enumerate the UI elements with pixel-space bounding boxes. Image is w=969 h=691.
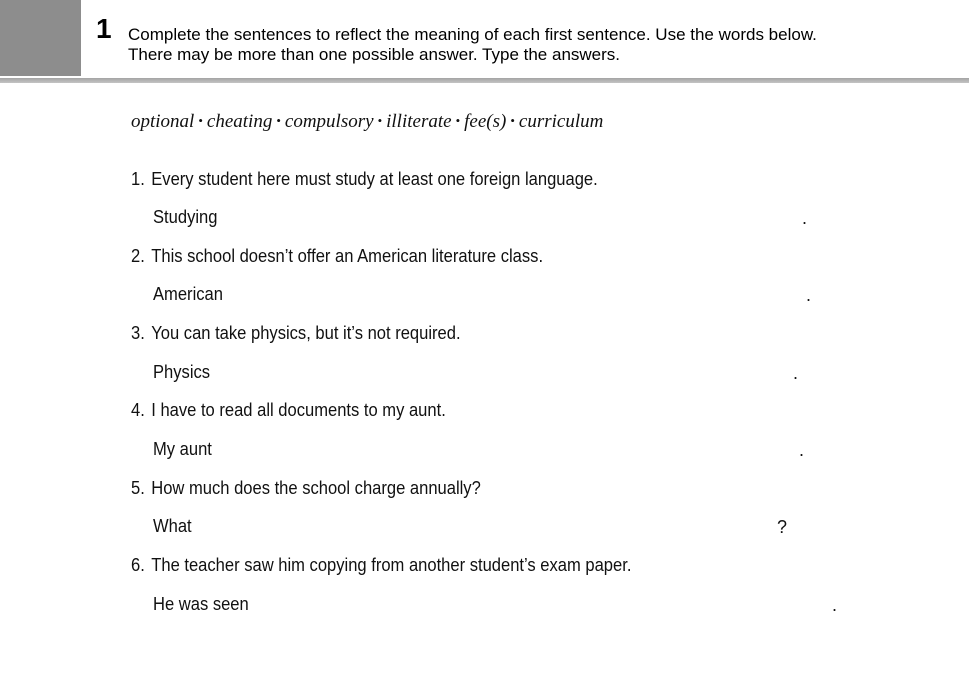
word-bank-item: cheating <box>206 111 273 132</box>
answer-input[interactable] <box>258 593 830 615</box>
item-prompt <box>131 168 598 190</box>
bullet-separator: • <box>276 113 281 128</box>
bullet-separator: • <box>198 113 203 128</box>
answer-end-punctuation: . <box>832 595 838 615</box>
item-sentence: How much does the school charge annually? <box>151 478 481 498</box>
answer-end-punctuation: . <box>806 285 812 305</box>
word-bank-item: compulsory <box>284 111 374 132</box>
answer-end-punctuation: . <box>799 440 805 460</box>
item-prompt <box>131 399 446 421</box>
answer-end-punctuation: ? <box>777 517 788 537</box>
item-number: 6. <box>131 555 145 575</box>
answer-input[interactable] <box>218 361 791 383</box>
word-bank-item: illiterate <box>386 111 452 132</box>
item-number: 4. <box>131 400 145 420</box>
item-prompt <box>131 322 461 344</box>
answer-end-punctuation: . <box>802 208 808 228</box>
item-number: 5. <box>131 478 145 498</box>
item-sentence: Every student here must study at least one foreign language. <box>151 169 598 189</box>
item-number: 1. <box>131 169 145 189</box>
item-sentence: You can take physics, but it’s not required. <box>151 323 461 343</box>
bullet-separator: • <box>377 113 383 128</box>
exercise-instructions <box>128 25 817 65</box>
item-sentence: I have to read all documents to my aunt. <box>151 400 446 420</box>
bullet-separator: • <box>510 113 515 128</box>
item-sentence: This school doesn’t offer an American literature class. <box>151 246 544 266</box>
instruction-line-1: Complete the sentences to reflect the meaning of each first sentence. Use the words below. <box>128 25 817 44</box>
answer-input[interactable] <box>222 438 797 460</box>
answer-input[interactable] <box>202 515 774 537</box>
item-prompt <box>131 554 631 576</box>
item-prompt <box>131 477 481 499</box>
exercise-header <box>0 0 969 83</box>
item-sentence: The teacher saw him copying from another student’s exam paper. <box>151 555 632 575</box>
answer-start-text: My aunt <box>153 439 212 459</box>
item-number: 2. <box>131 246 145 266</box>
answer-start-text: He was seen <box>153 594 249 614</box>
header-divider <box>0 78 969 83</box>
exercise-number: 1 <box>96 13 112 44</box>
word-bank-item: fee(s) <box>464 111 507 132</box>
header-grey-block <box>0 0 81 76</box>
word-bank <box>131 110 603 135</box>
answer-start-text: American <box>153 284 223 304</box>
instruction-line-2: There may be more than one possible answer. Type the answers. <box>128 45 621 64</box>
word-bank-item: optional <box>131 111 195 132</box>
answer-input[interactable] <box>225 206 800 228</box>
bullet-separator: • <box>455 113 461 128</box>
word-bank-item: curriculum <box>518 111 604 132</box>
answer-start-text: Studying <box>153 207 218 227</box>
answer-input[interactable] <box>232 283 804 305</box>
answer-end-punctuation: . <box>793 363 799 383</box>
answer-start-text: Physics <box>153 362 211 382</box>
item-prompt <box>131 245 543 267</box>
answer-start-text: What <box>153 516 192 536</box>
item-number: 3. <box>131 323 145 343</box>
